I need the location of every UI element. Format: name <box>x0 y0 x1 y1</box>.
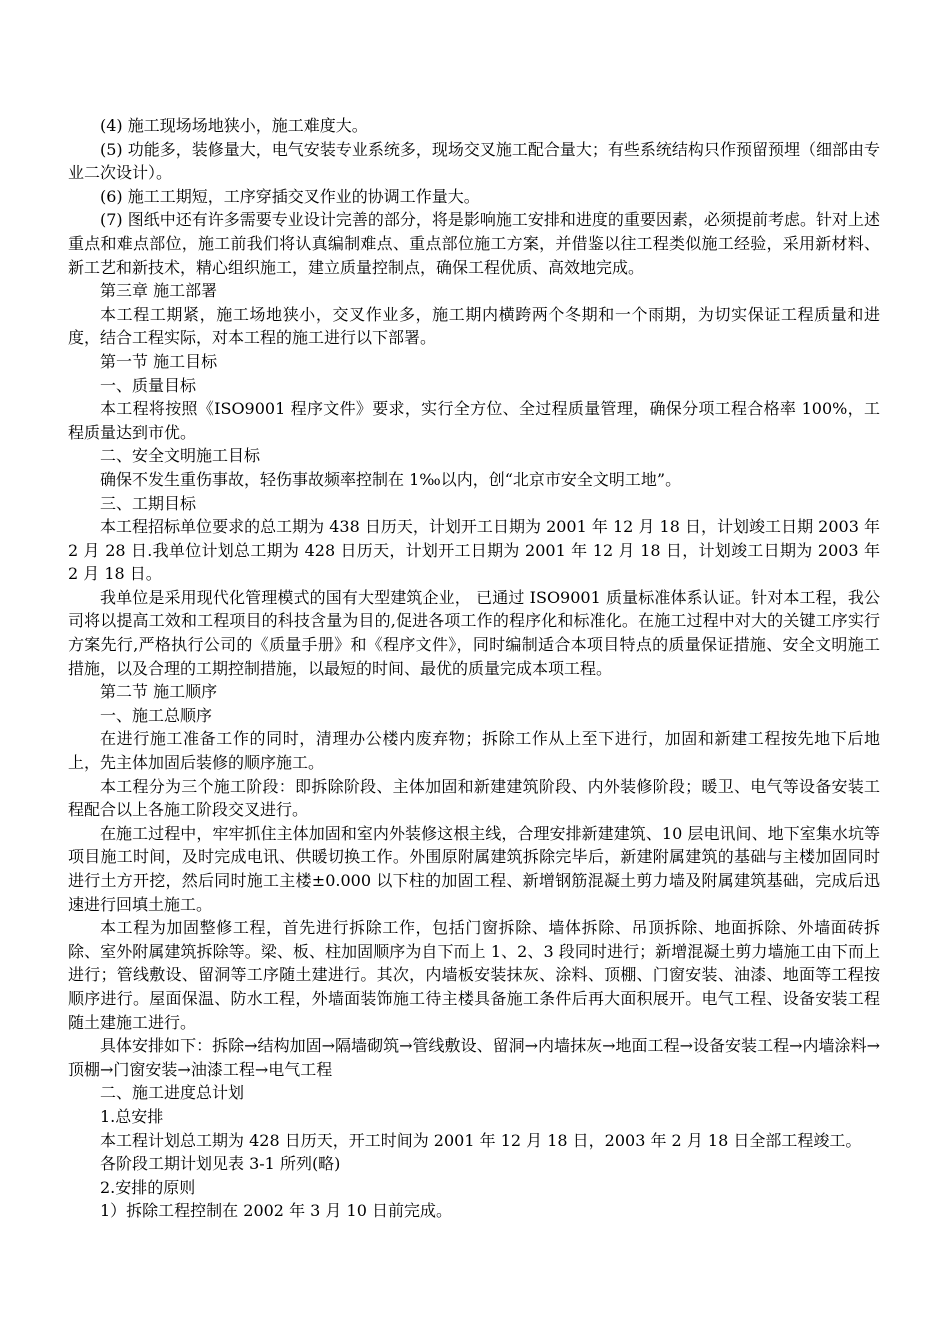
subsection-heading: 一、质量目标 <box>100 375 197 395</box>
paragraph: 本工程招标单位要求的总工期为 438 日历天，计划开工日期为 2001 年 12 月 18 日，计划竣工日期 2003 年 2 月 28 日.我单位计划总工期为 428 日历天，计划开工日期为 2001 年 12 月 18 日，计划竣工日期为 2003 年 2 月 18 日。 <box>68 517 880 584</box>
subsection-heading: 一、施工总顺序 <box>100 705 213 725</box>
paragraph: 本工程为加固整修工程，首先进行拆除工作，包括门窗拆除、墙体拆除、吊顶拆除、地面拆除、外墙面砖拆除、室外附属建筑拆除等。梁、板、柱加固顺序为自下而上 1、2、3 段同时进行；新增混凝土剪力墙施工由下而上进行；管线敷设、留洞等工序随土建进行。其次，内墙板安装抹灰、涂料、顶棚、门窗安装、油漆、地面等工程按顺序进行。屋面保温、防水工程，外墙面装饰施工待主楼具备施工条件后再大面积展开。电气工程、设备安装工程随土建施工进行。 <box>68 918 880 1032</box>
paragraph: 本工程将按照《ISO9001 程序文件》要求，实行全方位、全过程质量管理，确保分项工程合格率 100%，工程质量达到市优。 <box>68 399 880 442</box>
paragraph: 各阶段工期计划见表 3-1 所列(略) <box>100 1154 341 1174</box>
paragraph: 我单位是采用现代化管理模式的国有大型建筑企业， 已通过 ISO9001 质量标准体系认证。针对本工程，我公司将以提高工效和工程项目的科技含量为目的,促进各项工作的程序化和标准化。在施工过程中对大的关键工序实行方案先行,严格执行公司的《质量手册》和《程序文件》，同时编制适合本项目特点的质量保证措施、安全文明施工措施，以及合理的工期控制措施，以最短的时间、最优的质量完成本项工程。 <box>68 587 880 678</box>
subsection-heading: 二、安全文明施工目标 <box>100 446 261 466</box>
paragraph: 本工程计划总工期为 428 日历天，开工时间为 2001 年 12 月 18 日，2003 年 2 月 18 日全部工程竣工。 <box>100 1130 862 1150</box>
document-page <box>68 114 880 1223</box>
subsection-heading: 2.安排的原则 <box>100 1177 196 1197</box>
paragraph: (6) 施工工期短，工序穿插交叉作业的协调工作量大。 <box>100 186 480 206</box>
paragraph: 确保不发生重伤事故，轻伤事故频率控制在 1‰以内，创“北京市安全文明工地”。 <box>100 469 682 489</box>
paragraph: 1）拆除工程控制在 2002 年 3 月 10 日前完成。 <box>100 1201 452 1221</box>
paragraph: (4) 施工现场场地狭小，施工难度大。 <box>100 116 368 135</box>
subsection-heading: 三、工期目标 <box>100 493 197 513</box>
paragraph: 本工程分为三个施工阶段：即拆除阶段、主体加固和新建建筑阶段、内外装修阶段；暖卫、电气等设备安装工程配合以上各施工阶段交叉进行。 <box>68 776 880 820</box>
paragraph: 在施工过程中，牢牢抓住主体加固和室内外装修这根主线，合理安排新建建筑、10 层电讯间、地下室集水坑等项目施工时间，及时完成电讯、供暖切换工作。外围原附属建筑拆除完毕后，新建附属建筑的基础与主楼加固同时进行土方开挖，然后同时施工主楼±0.000 以下柱的加固工程、新增钢筋混凝土剪力墙及附属建筑基础，完成后迅速进行回填土施工。 <box>68 823 880 914</box>
subsection-heading: 1.总安排 <box>100 1106 164 1126</box>
chapter-heading: 第三章 施工部署 <box>100 281 218 301</box>
paragraph: 在进行施工准备工作的同时，清理办公楼内废弃物；拆除工作从上至下进行，加固和新建工程按先地下后地上，先主体加固后装修的顺序施工。 <box>68 729 880 773</box>
paragraph: (7) 图纸中还有许多需要专业设计完善的部分，将是影响施工安排和进度的重要因素，必须提前考虑。针对上述重点和难点部位，施工前我们将认真编制难点、重点部位施工方案，并借鉴以往工程类似施工经验，采用新材料、新工艺和新技术，精心组织施工，建立质量控制点，确保工程优质、高效地完成。 <box>68 210 880 277</box>
paragraph: 本工程工期紧，施工场地狭小，交叉作业多，施工期内横跨两个冬期和一个雨期，为切实保证工程质量和进度，结合工程实际，对本工程的施工进行以下部署。 <box>68 304 880 348</box>
paragraph: (5) 功能多，装修量大，电气安装专业系统多，现场交叉施工配合量大；有些系统结构只作预留预埋（细部由专业二次设计）。 <box>68 139 880 183</box>
section-heading: 第二节 施工顺序 <box>100 682 218 702</box>
paragraph: 具体安排如下：拆除→结构加固→隔墙砌筑→管线敷设、留洞→内墙抹灰→地面工程→设备安装工程→内墙涂料→顶棚→门窗安装→油漆工程→电气工程 <box>68 1036 880 1079</box>
section-heading: 第一节 施工目标 <box>100 351 218 371</box>
subsection-heading: 二、施工进度总计划 <box>100 1083 245 1103</box>
